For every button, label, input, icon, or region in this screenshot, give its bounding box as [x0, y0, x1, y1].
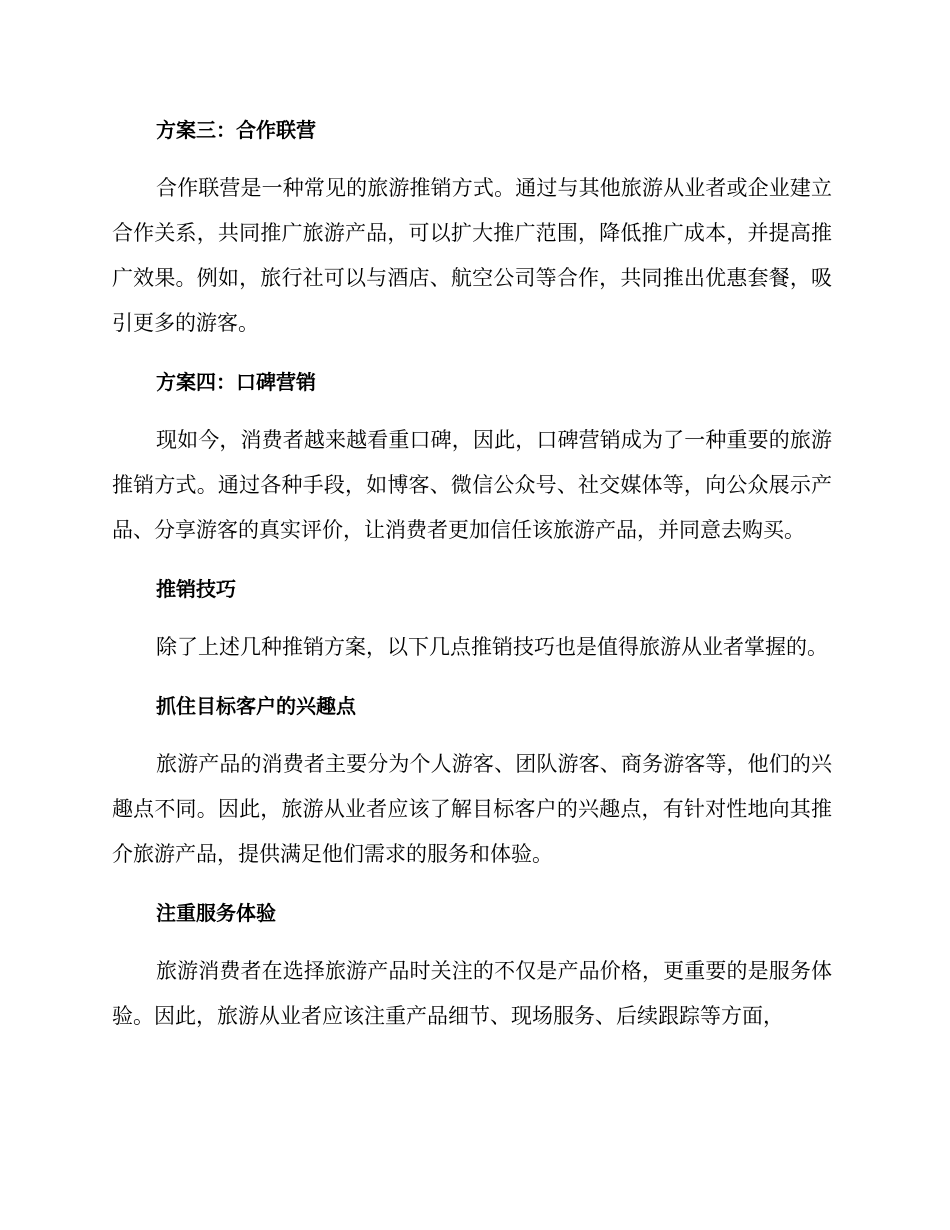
section-paragraph-customer-interest: 旅游产品的消费者主要分为个人游客、团队游客、商务游客等，他们的兴趣点不同。因此，旅游从业者应该了解目标客户的兴趣点，有针对性地向其推介旅游产品，提供满足他们需求的服务和体验。 — [112, 752, 832, 866]
section-heading-service-experience: 注重服务体验 — [156, 901, 276, 925]
section-heading-sales-tips: 推销技巧 — [156, 577, 236, 601]
section-heading-customer-interest: 抓住目标客户的兴趣点 — [156, 694, 356, 718]
section-paragraph-sales-tips: 除了上述几种推销方案，以下几点推销技巧也是值得旅游从业者掌握的。 — [156, 635, 828, 659]
document-body — [112, 108, 832, 1051]
section-heading-plan-four: 方案四：口碑营销 — [156, 370, 316, 394]
section-paragraph-service-experience: 旅游消费者在选择旅游产品时关注的不仅是产品价格，更重要的是服务体验。因此，旅游从业者应该注重产品细节、现场服务、后续跟踪等方面， — [112, 959, 832, 1028]
section-heading-plan-three: 方案三：合作联营 — [156, 118, 316, 142]
section-paragraph-plan-three: 合作联营是一种常见的旅游推销方式。通过与其他旅游从业者或企业建立合作关系，共同推广旅游产品，可以扩大推广范围，降低推广成本，并提高推广效果。例如，旅行社可以与酒店、航空公司等合作，共同推出优惠套餐，吸引更多的游客。 — [112, 176, 832, 335]
section-paragraph-plan-four: 现如今，消费者越来越看重口碑，因此，口碑营销成为了一种重要的旅游推销方式。通过各种手段，如博客、微信公众号、社交媒体等，向公众展示产品、分享游客的真实评价，让消费者更加信任该旅游产品，并同意去购买。 — [112, 428, 832, 542]
